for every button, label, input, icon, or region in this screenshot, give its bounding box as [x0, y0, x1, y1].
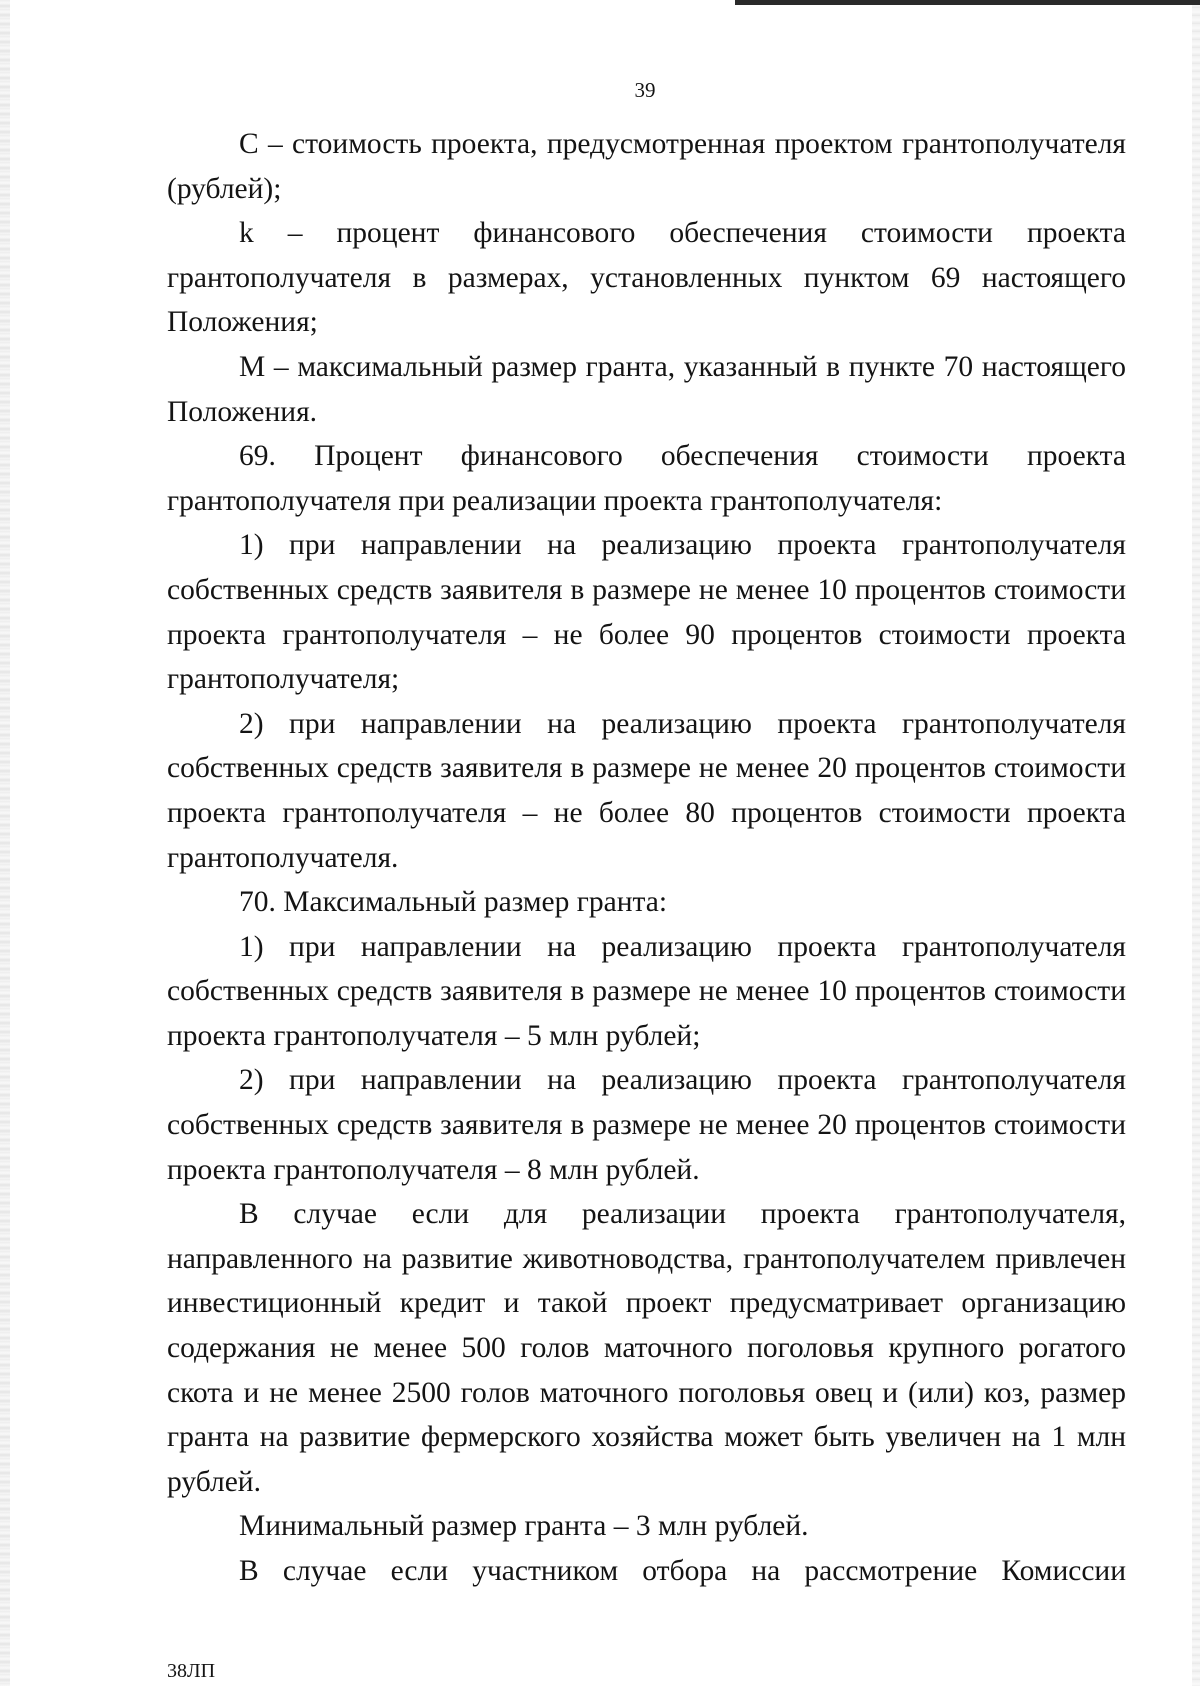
scan-top-line — [735, 0, 1200, 5]
paragraph-m-definition: М – максимальный размер гранта, указанный в пункте 70 настоящего Положения. — [167, 350, 1126, 428]
page-number: 39 — [634, 78, 656, 102]
scan-edge-right — [1192, 0, 1200, 1686]
paragraph-commission-continued: В случае если участником отбора на рассмотрение Комиссии — [239, 1555, 1126, 1587]
paragraph-k-definition: k – процент финансового обеспечения стоимости проекта грантополучателя в размерах, установленных пунктом 69 настоящего Положения; — [167, 217, 1126, 339]
paragraph-livestock-increase: В случае если для реализации проекта грантополучателя, направленного на развитие животноводства, грантополучателем привлечен инвестиционный кредит и такой проект предусматривает организацию содержания не менее 500 голов маточного поголовья крупного рогатого скота и не менее 2500 голов маточного поголовья овец и (или) коз, размер гранта на развитие фермерского хозяйства может быть увеличен на 1 млн рублей. — [167, 1198, 1126, 1498]
footer-document-code: 38ЛП — [167, 1660, 216, 1682]
paragraph-c-definition: С – стоимость проекта, предусмотренная проектом грантополучателя (рублей); — [167, 128, 1126, 205]
paragraph-69: 69. Процент финансового обеспечения стоимости проекта грантополучателя при реализации проекта грантополучателя: — [167, 440, 1126, 517]
paragraph-70-item-1: 1) при направлении на реализацию проекта грантополучателя собственных средств заявителя в размере не менее 10 процентов стоимости проекта грантополучателя – 5 млн рублей; — [167, 930, 1126, 1052]
paragraph-69-item-2: 2) при направлении на реализацию проекта грантополучателя собственных средств заявителя в размере не менее 20 процентов стоимости проекта грантополучателя – не более 80 процентов стоимости проекта грантополучателя. — [167, 707, 1126, 874]
paragraph-70: 70. Максимальный размер гранта: — [239, 886, 668, 919]
scan-edge-left — [0, 0, 10, 1686]
paragraph-70-item-2: 2) при направлении на реализацию проекта грантополучателя собственных средств заявителя в размере не менее 20 процентов стоимости проекта грантополучателя – 8 млн рублей. — [167, 1064, 1126, 1186]
document-body — [167, 122, 1126, 1594]
paragraph-69-item-1: 1) при направлении на реализацию проекта грантополучателя собственных средств заявителя в размере не менее 10 процентов стоимости проекта грантополучателя – не более 90 процентов стоимости проекта грантополучателя; — [167, 529, 1126, 696]
paragraph-minimum-grant: Минимальный размер гранта – 3 млн рублей. — [239, 1510, 809, 1543]
